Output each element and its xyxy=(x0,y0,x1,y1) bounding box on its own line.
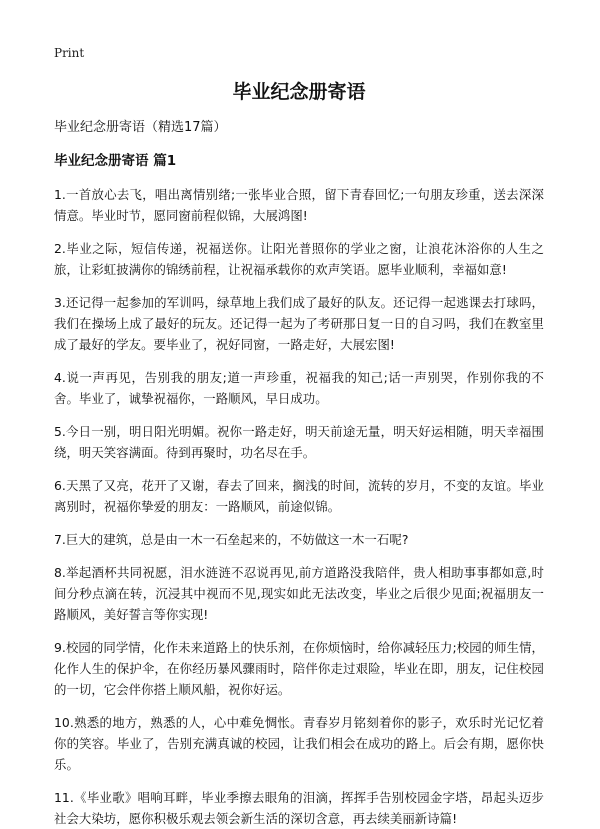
print-link[interactable]: Print xyxy=(54,46,85,60)
paragraph-11: 11.《毕业歌》唱响耳畔，毕业季擦去眼角的泪滴，挥挥手告别校园金字塔，昂起头迈步社会大染坊，愿你积极乐观去领会新生活的深切含意，再去续美丽新诗篇! xyxy=(54,790,544,826)
section-heading: 毕业纪念册寄语 篇1 xyxy=(54,153,177,169)
paragraph-4: 4.说一声再见，告别我的朋友;道一声珍重，祝福我的知己;话一声别哭，作别你我的不舍。毕业了，诚挚祝福你，一路顺风，早日成功。 xyxy=(54,370,544,406)
paragraph-7: 7.巨大的建筑，总是由一木一石垒起来的，不妨做这一木一石呢? xyxy=(54,532,409,547)
paragraph-5: 5.今日一别，明日阳光明媚。祝你一路走好，明天前途无量，明天好运相随，明天幸福围绕，明天笑容满面。待到再聚时，功名尽在手。 xyxy=(54,424,544,460)
page-title: 毕业纪念册寄语 xyxy=(232,81,366,103)
paragraph-8: 8.举起酒杯共同祝愿，泪水涟涟不忍说再见,前方道路没我陪伴，贵人相助事事都如意,时间分秒点滴在转，沉浸其中视而不见,现实如此无法改变，毕业之后很少见面;祝福朋友一路顺风，美好誓言等你实现! xyxy=(54,565,544,622)
paragraph-1: 1.一首放心去飞，唱出离情别绪;一张毕业合照，留下青春回忆;一句朋友珍重，送去深深情意。毕业时节，愿同窗前程似锦，大展鸿图! xyxy=(54,187,544,223)
paragraph-3: 3.还记得一起参加的军训吗，绿草地上我们成了最好的队友。还记得一起逃课去打球吗，我们在操场上成了最好的玩友。还记得一起为了考研那日复一日的自习吗，我们在教室里成了最好的学友。要毕业了，祝好同窗，一路走好，大展宏图! xyxy=(54,295,544,352)
paragraph-10: 10.熟悉的地方，熟悉的人，心中难免惆怅。青春岁月铭刻着你的影子，欢乐时光记忆着你的笑容。毕业了，告别充满真诚的校园，让我们相会在成功的路上。后会有期，愿你快乐。 xyxy=(54,715,544,772)
paragraph-list xyxy=(54,184,544,829)
paragraph-6: 6.天黑了又亮，花开了又谢，春去了回来，搁浅的时间，流转的岁月，不变的友谊。毕业离别时，祝福你挚爱的朋友：一路顺风，前途似锦。 xyxy=(54,478,544,514)
paragraph-9: 9.校园的同学情，化作未来道路上的快乐剂，在你烦恼时，给你减轻压力;校园的师生情，化作人生的保护伞，在你经历暴风骤雨时，陪伴你走过艰险，毕业在即，朋友，记住校园的一切，它会伴你搭上顺风船，祝你好运。 xyxy=(54,640,544,697)
document-subtitle: 毕业纪念册寄语（精选17篇） xyxy=(54,120,227,135)
paragraph-2: 2.毕业之际，短信传递，祝福送你。让阳光普照你的学业之窗，让浪花沐浴你的人生之旅，让彩虹披满你的锦绣前程，让祝福承载你的欢声笑语。愿毕业顺利，幸福如意! xyxy=(54,241,544,277)
